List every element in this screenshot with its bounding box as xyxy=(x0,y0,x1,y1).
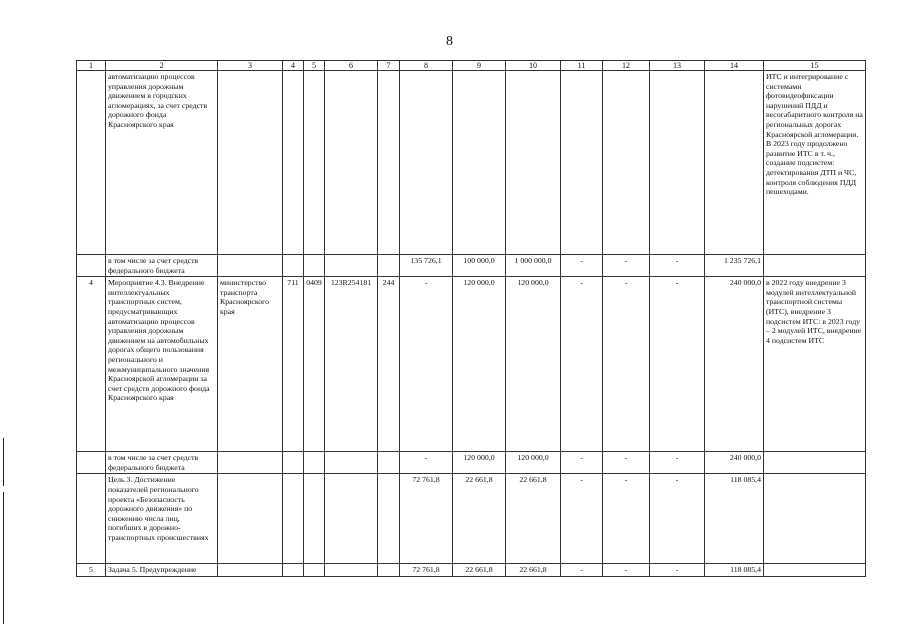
column-header: 10 xyxy=(506,61,561,71)
amount-col13: - xyxy=(650,474,705,564)
activity-name: Задача 5. Предупреждение xyxy=(106,564,218,577)
code-rzpr xyxy=(304,71,325,255)
row-number xyxy=(77,474,106,564)
amount-col13 xyxy=(650,71,705,255)
table-row xyxy=(77,255,866,277)
expected-result xyxy=(764,564,866,577)
amount-col11: - xyxy=(561,564,603,577)
column-header: 14 xyxy=(705,61,764,71)
column-header: 3 xyxy=(218,61,283,71)
column-header: 6 xyxy=(325,61,378,71)
executor xyxy=(218,452,283,474)
table-row xyxy=(77,474,866,564)
column-header: 15 xyxy=(764,61,866,71)
column-header: 7 xyxy=(378,61,400,71)
activity-name: в том числе за счет средств федерального бюджета xyxy=(106,255,218,277)
column-header: 4 xyxy=(283,61,304,71)
amount-col13: - xyxy=(650,452,705,474)
activity-name: Мероприятие 4.3. Внедрение интеллектуальных транспортных систем, предусматривающих автоматизацию процессов управления дорожным движением на автомобильных дорогах общего пользования регионального и межмуниципального значения Красноярской агломерации за счет средств дорожного фонда Красноярского края xyxy=(106,277,218,452)
executor xyxy=(218,564,283,577)
table-row xyxy=(77,452,866,474)
amount-total: 240 000,0 xyxy=(705,277,764,452)
amount-col8: - xyxy=(400,452,453,474)
activity-name: в том числе за счет средств федерального бюджета xyxy=(106,452,218,474)
code-grbs xyxy=(283,255,304,277)
amount-col12: - xyxy=(603,277,650,452)
activity-name: автоматизацию процессов управления дорожным движением в городских агломерациях, за счет средств дорожного фонда Красноярского края xyxy=(106,71,218,255)
amount-col10: 120 000,0 xyxy=(506,277,561,452)
amount-col11: - xyxy=(561,255,603,277)
expected-result: ИТС и интегрирование с системами фотовидеофиксации нарушений ПДД и весогабаритного контроля на региональных дорогах Красноярской агломерации. В 2023 году продолжено развитие ИТС в т. ч., создание подсистем: детектирования ДТП и ЧС, контроля соблюдения ПДД пешеходами. xyxy=(764,71,866,255)
column-header: 2 xyxy=(106,61,218,71)
table-row xyxy=(77,564,866,577)
code-csr xyxy=(325,255,378,277)
amount-col9: 120 000,0 xyxy=(453,277,506,452)
code-csr xyxy=(325,564,378,577)
amount-col8: - xyxy=(400,277,453,452)
code-vr xyxy=(378,71,400,255)
column-header: 1 xyxy=(77,61,106,71)
expected-result xyxy=(764,452,866,474)
code-vr xyxy=(378,452,400,474)
amount-col10: 22 661,8 xyxy=(506,474,561,564)
code-grbs: 711 xyxy=(283,277,304,452)
code-vr xyxy=(378,564,400,577)
code-vr: 244 xyxy=(378,277,400,452)
code-grbs xyxy=(283,564,304,577)
amount-col13: - xyxy=(650,564,705,577)
amount-total: 118 085,4 xyxy=(705,564,764,577)
executor: министерство транспорта Красноярского края xyxy=(218,277,283,452)
budget-table xyxy=(76,60,866,577)
code-csr xyxy=(325,452,378,474)
amount-col12: - xyxy=(603,564,650,577)
code-rzpr: 0409 xyxy=(304,277,325,452)
amount-col10 xyxy=(506,71,561,255)
amount-col9 xyxy=(453,71,506,255)
column-header: 9 xyxy=(453,61,506,71)
column-header: 13 xyxy=(650,61,705,71)
table-row xyxy=(77,71,866,255)
amount-col12: - xyxy=(603,452,650,474)
activity-name: Цель 3. Достижение показателей регионального проекта «Безопасность дорожного движения» по снижению числа лиц, погибших в дорожно-транспортных происшествиях xyxy=(106,474,218,564)
amount-total xyxy=(705,71,764,255)
column-number-row xyxy=(77,61,866,71)
amount-col11 xyxy=(561,71,603,255)
amount-col13: - xyxy=(650,277,705,452)
row-number xyxy=(77,255,106,277)
amount-col9: 100 000,0 xyxy=(453,255,506,277)
column-header: 12 xyxy=(603,61,650,71)
row-number xyxy=(77,71,106,255)
row-number xyxy=(77,452,106,474)
code-grbs xyxy=(283,71,304,255)
column-header: 11 xyxy=(561,61,603,71)
row-number: 5 xyxy=(77,564,106,577)
code-rzpr xyxy=(304,452,325,474)
amount-total: 240 000,0 xyxy=(705,452,764,474)
code-rzpr xyxy=(304,255,325,277)
amount-col8: 72 761,8 xyxy=(400,474,453,564)
amount-total: 118 085,4 xyxy=(705,474,764,564)
amount-col11: - xyxy=(561,277,603,452)
code-rzpr xyxy=(304,474,325,564)
code-grbs xyxy=(283,452,304,474)
column-header: 5 xyxy=(304,61,325,71)
amount-col10: 1 000 000,0 xyxy=(506,255,561,277)
amount-col9: 120 000,0 xyxy=(453,452,506,474)
amount-col13: - xyxy=(650,255,705,277)
amount-col11: - xyxy=(561,474,603,564)
amount-col11: - xyxy=(561,452,603,474)
binding-mark-upper xyxy=(3,438,4,486)
amount-col9: 22 661,8 xyxy=(453,564,506,577)
amount-total: 1 235 726,1 xyxy=(705,255,764,277)
code-csr xyxy=(325,71,378,255)
table-row xyxy=(77,277,866,452)
code-grbs xyxy=(283,474,304,564)
code-csr: 123R254181 xyxy=(325,277,378,452)
expected-result: в 2022 году внедрение 3 модулей интеллектуальной транспортной системы (ИТС), внедрение 3 подсистем ИТС: в 2023 году – 2 модулей ИТС, внедрение 4 подсистем ИТС xyxy=(764,277,866,452)
amount-col10: 120 000,0 xyxy=(506,452,561,474)
code-vr xyxy=(378,474,400,564)
code-vr xyxy=(378,255,400,277)
page-number: 8 xyxy=(446,34,453,49)
executor xyxy=(218,474,283,564)
amount-col8 xyxy=(400,71,453,255)
amount-col10: 22 661,8 xyxy=(506,564,561,577)
executor xyxy=(218,71,283,255)
expected-result xyxy=(764,474,866,564)
code-rzpr xyxy=(304,564,325,577)
binding-mark-lower xyxy=(3,492,4,624)
executor xyxy=(218,255,283,277)
amount-col12: - xyxy=(603,255,650,277)
amount-col9: 22 661,8 xyxy=(453,474,506,564)
amount-col12: - xyxy=(603,474,650,564)
column-header: 8 xyxy=(400,61,453,71)
amount-col12 xyxy=(603,71,650,255)
amount-col8: 72 761,8 xyxy=(400,564,453,577)
row-number: 4 xyxy=(77,277,106,452)
expected-result xyxy=(764,255,866,277)
code-csr xyxy=(325,474,378,564)
amount-col8: 135 726,1 xyxy=(400,255,453,277)
